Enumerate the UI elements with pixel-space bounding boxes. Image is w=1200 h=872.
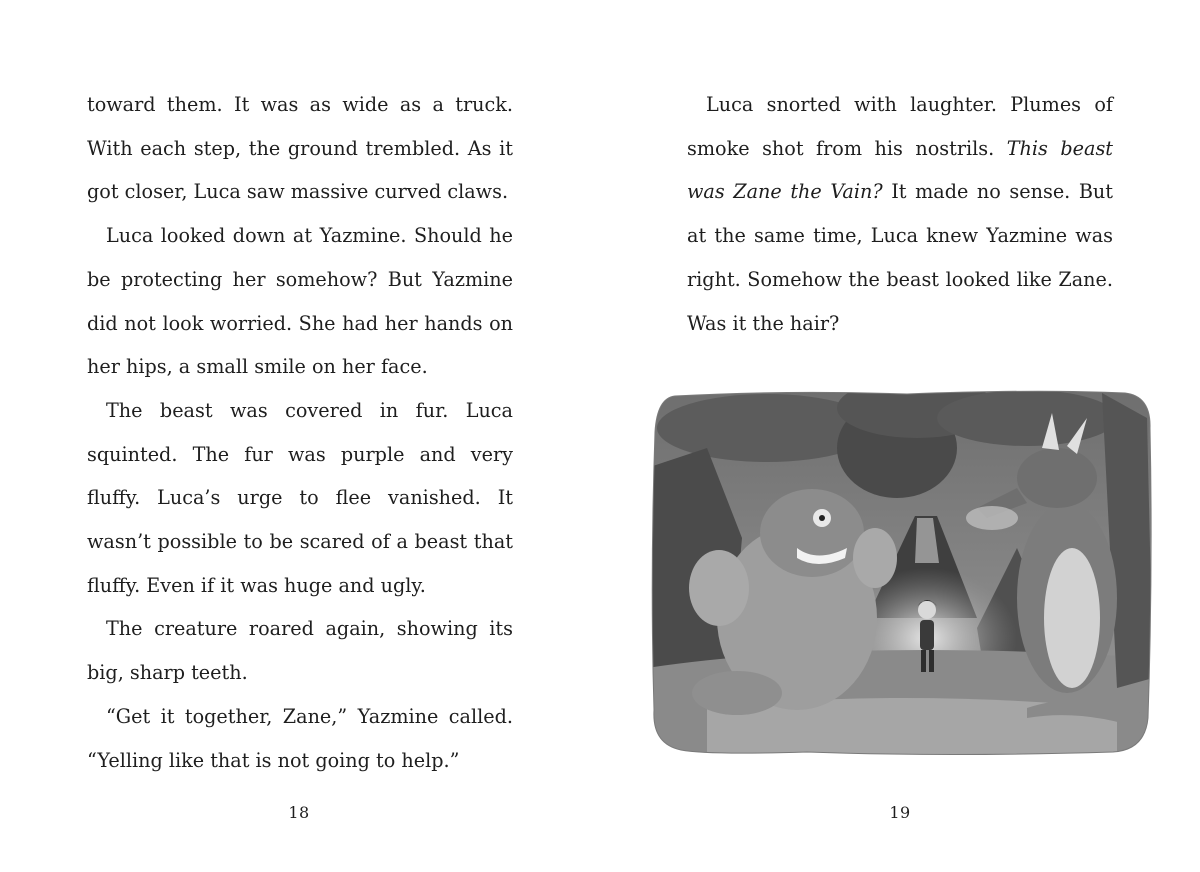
right-page bbox=[600, 0, 1200, 872]
paragraph bbox=[687, 83, 1113, 345]
paragraph-text-end: It made no sense. But at the same time, Luca knew Yazmine was right. Somehow the beast looked like Zane. Was it the hair? bbox=[687, 180, 1114, 335]
right-page-text bbox=[687, 83, 1113, 345]
paragraph: The beast was covered in fur. Luca squinted. The fur was purple and very fluffy. Luca’s urge to flee vanished. It wasn’t possible to be scared of a beast that fluffy. Even if it was huge and ugly. bbox=[87, 398, 513, 597]
page-number: 19 bbox=[889, 803, 911, 822]
left-page-text bbox=[87, 83, 513, 782]
paragraph: Luca looked down at Yazmine. Should he be protecting her somehow? But Yazmine did not look worried. She had her hands on her hips, a small smile on her face. bbox=[87, 224, 513, 379]
paragraph-text-start: Luca snorted with laughter. Plumes of smoke shot from his nostrils. bbox=[687, 93, 1113, 160]
paragraph: toward them. It was as wide as a truck. With each step, the ground trembled. As it got closer, Luca saw massive curved claws. bbox=[87, 93, 513, 204]
illustration-art bbox=[647, 388, 1153, 756]
paragraph: “Get it together, Zane,” Yazmine called. “Yelling like that is not going to help.” bbox=[87, 704, 513, 772]
page-number: 18 bbox=[288, 803, 310, 822]
illustration bbox=[647, 388, 1153, 756]
paragraph: The creature roared again, showing its big, sharp teeth. bbox=[87, 617, 513, 685]
italic-thought: This beast was Zane the Vain? bbox=[687, 136, 1114, 204]
